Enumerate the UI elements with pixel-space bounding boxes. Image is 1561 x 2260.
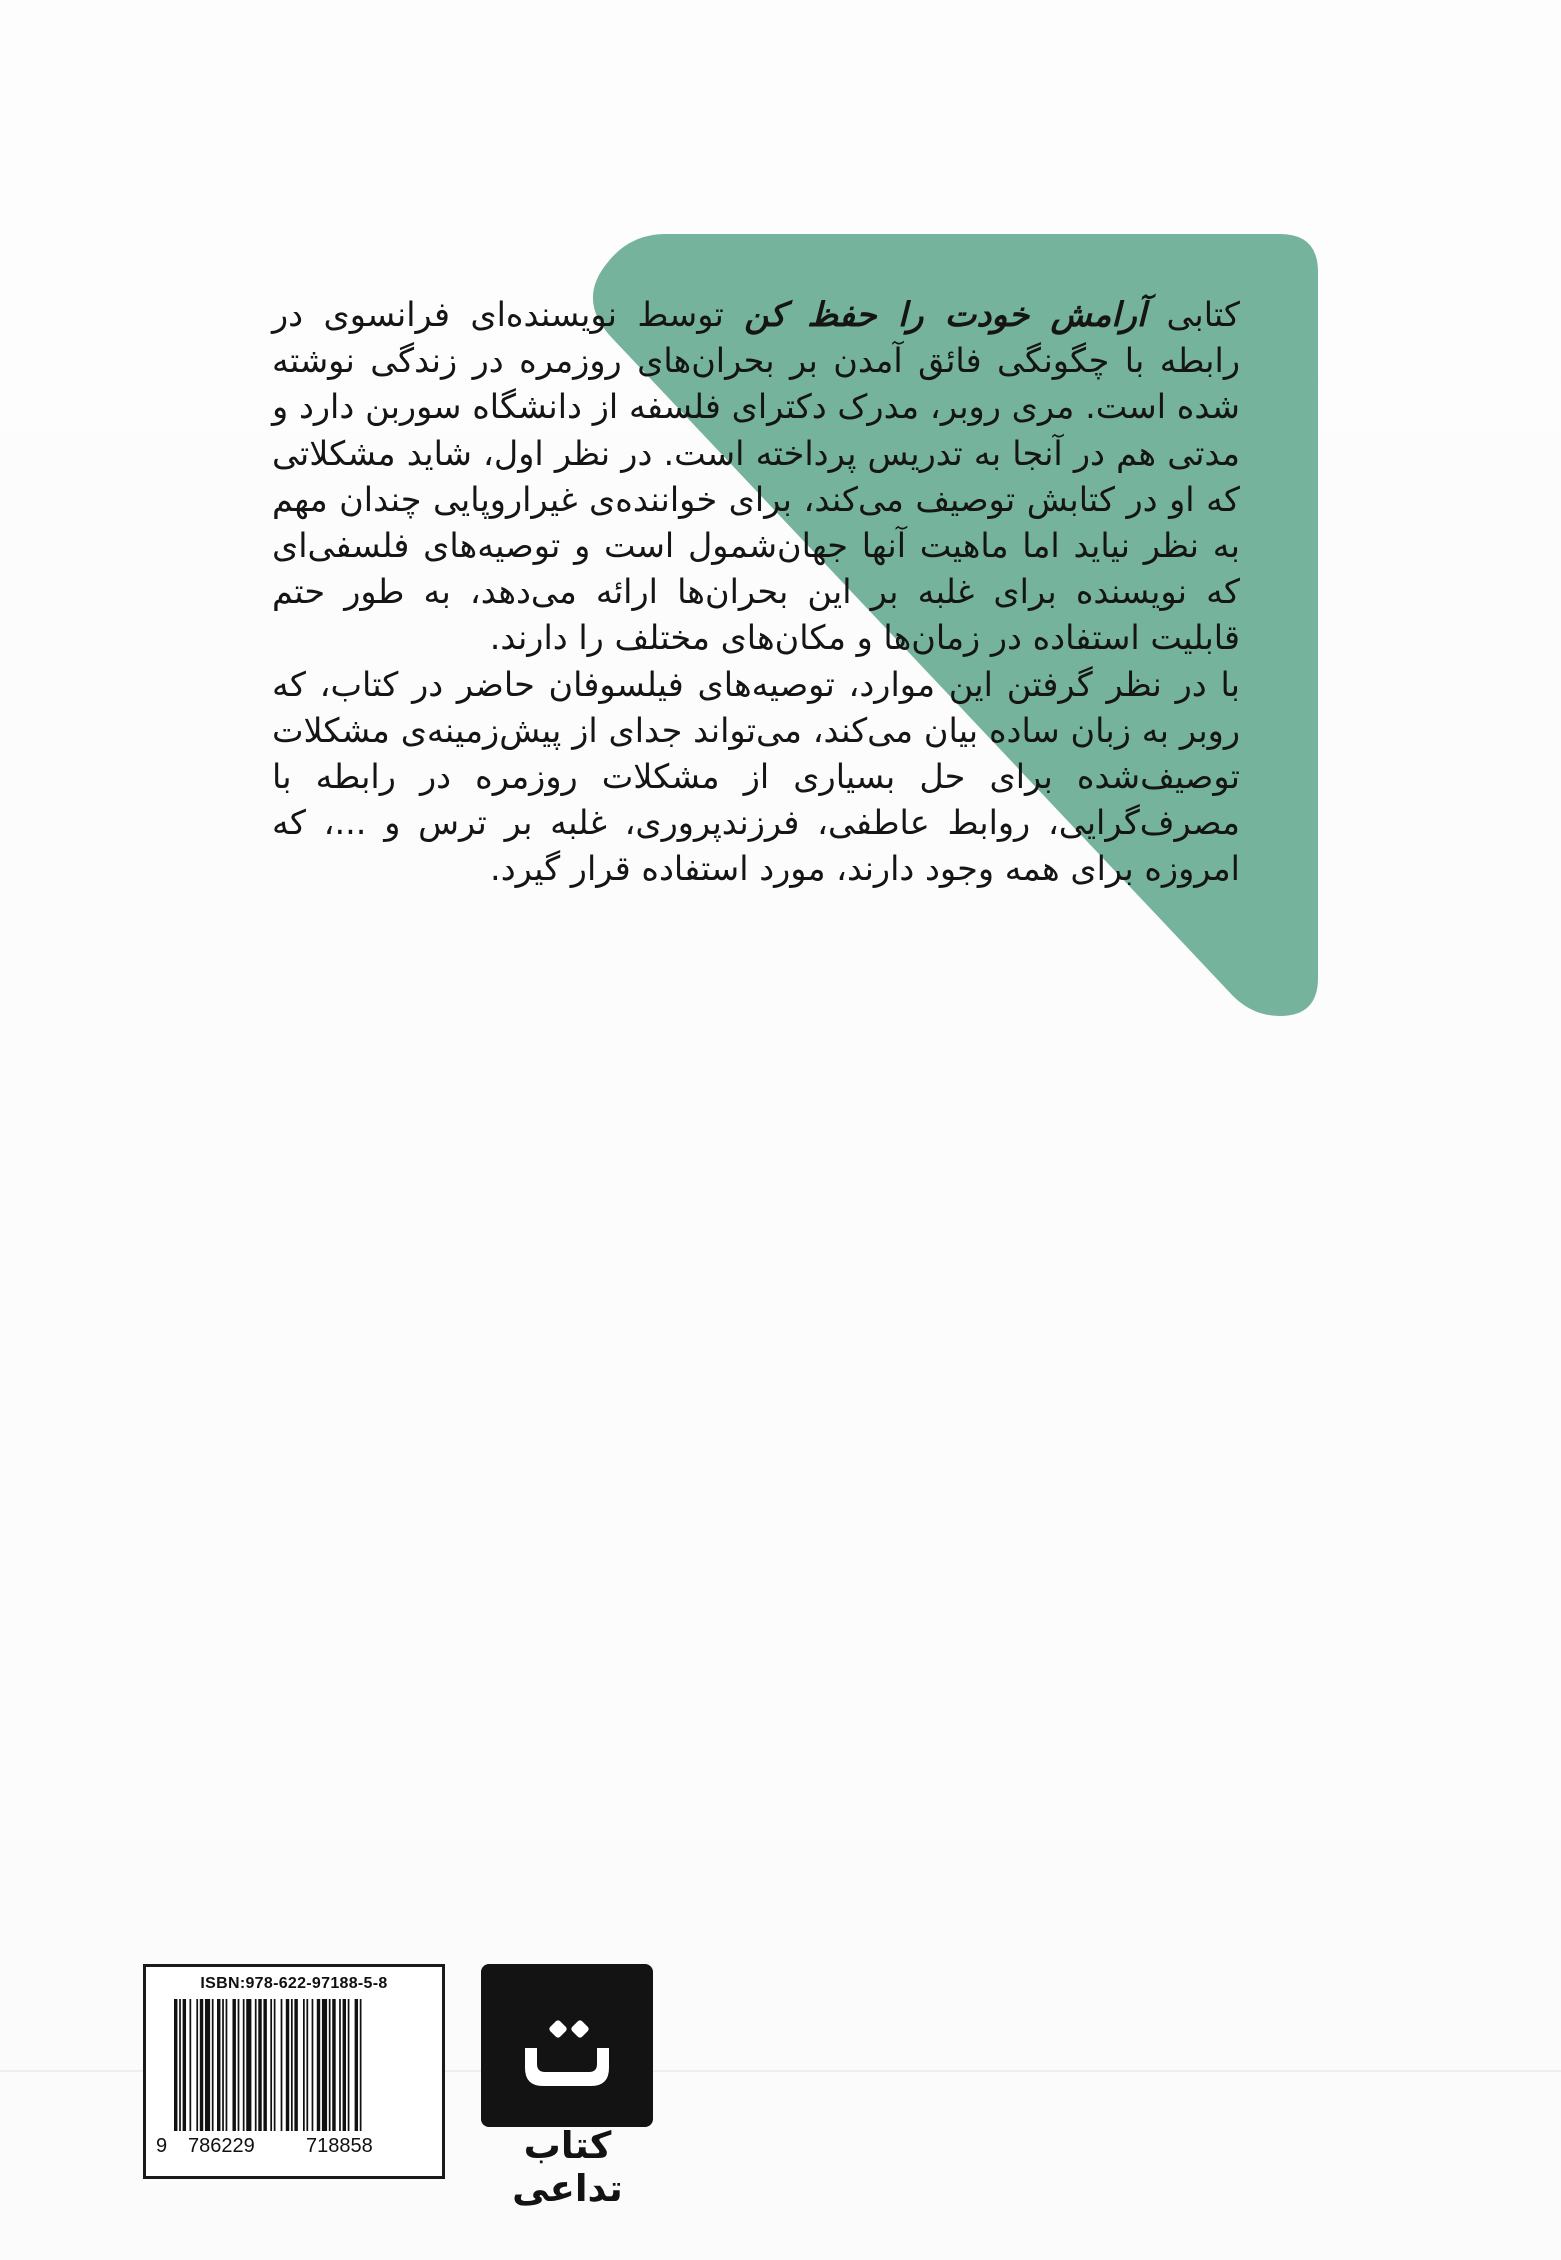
barcode-left-digits: 786229 bbox=[188, 2135, 255, 2157]
barcode-bar bbox=[332, 1999, 335, 2131]
barcode-bar bbox=[243, 1999, 245, 2131]
barcode-bar bbox=[196, 1999, 198, 2131]
barcode-bars bbox=[172, 1999, 422, 2131]
barcode-bar bbox=[339, 1999, 341, 2131]
barcode-bar bbox=[306, 1999, 308, 2131]
barcode-digits bbox=[156, 2135, 432, 2161]
barcode-bar bbox=[174, 1999, 177, 2131]
barcode-bar bbox=[294, 1999, 297, 2131]
barcode-bar bbox=[222, 1999, 224, 2131]
barcode-bar bbox=[291, 1999, 293, 2131]
barcode-bar bbox=[281, 1999, 283, 2131]
isbn-label: ISBN:978-622-97188-5-8 bbox=[200, 1975, 388, 1992]
description-paragraph-2: با در نظر گرفتن این موارد، توصیه‌های فیلسوفان حاضر در کتاب، که روبر به زبان ساده بیان می‌کند، می‌تواند جدای از پیش‌زمینه‌ی مشکلات توصیف‌شده برای حل بسیاری از مشکلات روزمره در رابطه با مصرف‌گرایی، روابط عاطفی، فرزندپروری، غلبه بر ترس و ...، که امروزه برای همه وجود دارند، مورد استفاده قرار گیرد. bbox=[272, 664, 1240, 889]
barcode-bar bbox=[238, 1999, 240, 2131]
barcode-bar bbox=[183, 1999, 186, 2131]
isbn-barcode bbox=[143, 1964, 445, 2179]
barcode-bar bbox=[360, 1999, 362, 2131]
barcode-bar bbox=[226, 1999, 228, 2131]
barcode-bar bbox=[270, 1999, 272, 2131]
barcode-bar bbox=[255, 1999, 257, 2131]
barcode-bar bbox=[200, 1999, 203, 2131]
barcode-bar bbox=[329, 1999, 331, 2131]
barcode-bar bbox=[217, 1999, 220, 2131]
barcode-bar bbox=[303, 1999, 305, 2131]
barcode-bar bbox=[286, 1999, 289, 2131]
barcode-bar bbox=[232, 1999, 235, 2131]
book-title: آرامش خودت را حفظ کن bbox=[744, 295, 1147, 334]
barcode-bar bbox=[205, 1999, 210, 2131]
publisher-name: کتاب تداعی bbox=[512, 2124, 623, 2210]
barcode-bar bbox=[343, 1999, 346, 2131]
barcode-bar bbox=[189, 1999, 191, 2131]
barcode-bar bbox=[263, 1999, 266, 2131]
barcode-bar bbox=[322, 1999, 327, 2131]
barcode-bar bbox=[317, 1999, 320, 2131]
paragraph-1-text: توسط نویسنده‌ای فرانسوی در رابطه با چگونگی فائق آمدن بر بحران‌های روزمره در زندگی نوشته شده است. مری روبر، مدرک دکترای فلسفه از دانشگاه سوربن دارد و مدتی هم در آنجا به تدریس پرداخته است. در نظر اول، شاید مشکلاتی که او در کتابش توصیف می‌کند، برای خواننده‌ی غیراروپایی چندان مهم به نظر نیاید اما ماهیت آنها جهان‌شمول است و توصیه‌های فلسفی‌ای که نویسنده برای غلبه بر این بحران‌ها ارائه می‌دهد، به طور حتم قابلیت استفاده در زمان‌ها و مکان‌های مختلف را دارند. bbox=[272, 295, 1240, 658]
title-prefix: کتابی bbox=[1146, 295, 1240, 334]
barcode-bar bbox=[179, 1999, 181, 2131]
barcode-lead-digit: 9 bbox=[156, 2135, 168, 2157]
barcode-bar bbox=[348, 1999, 350, 2131]
barcode-bar bbox=[258, 1999, 261, 2131]
barcode-bar bbox=[355, 1999, 358, 2131]
barcode-bar bbox=[274, 1999, 276, 2131]
barcode-bar bbox=[212, 1999, 214, 2131]
publisher-letter-te-logo bbox=[481, 1964, 653, 2127]
description-paragraph-1 bbox=[272, 292, 1240, 662]
barcode-right-digits: 718858 bbox=[306, 2135, 373, 2157]
barcode-bar bbox=[312, 1999, 314, 2131]
book-description bbox=[272, 292, 1240, 893]
barcode-bar bbox=[246, 1999, 251, 2131]
